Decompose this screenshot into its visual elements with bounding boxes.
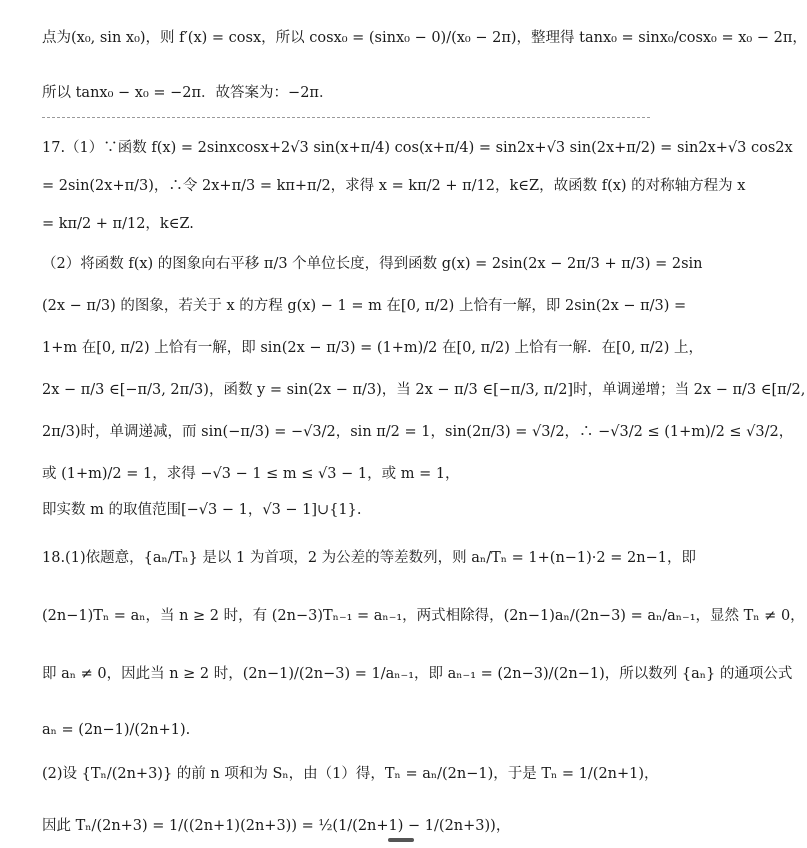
text-line-l6: （2）将函数 f(x) 的图象向右平移 π/3 个单位长度，得到函数 g(x) = 2sin(2x − 2π/3 + π/3) = 2sin — [42, 256, 703, 272]
text-line-l18: 因此 Tₙ/(2n+3) = 1/((2n+1)(2n+3)) = ½(1/(2n+1) − 1/(2n+3))， — [42, 818, 511, 834]
text-line-l9: 2x − π/3 ∈[−π/3, 2π/3)，函数 y = sin(2x − π/3)，当 2x − π/3 ∈[−π/3, π/2]时，单调递增；当 2x − π/3 ∈[π/2, — [42, 382, 806, 398]
text-line-l15: 即 aₙ ≠ 0，因此当 n ≥ 2 时，(2n−1)/(2n−3) = 1/aₙ₋₁，即 aₙ₋₁ = (2n−3)/(2n−1)，所以数列 {aₙ} 的通项公式 — [42, 666, 793, 682]
text-line-l5: = kπ/2 + π/12，k∈Z. — [42, 216, 194, 232]
text-line-l2: 所以 tanx₀ − x₀ = −2π．故答案为：−2π． — [42, 85, 334, 101]
text-line-l8: 1+m 在[0, π/2) 上恰有一解，即 sin(2x − π/3) = (1+m)/2 在[0, π/2) 上恰有一解．在[0, π/2) 上， — [42, 340, 704, 356]
text-line-l7: (2x − π/3) 的图象，若关于 x 的方程 g(x) − 1 = m 在[0, π/2) 上恰有一解，即 2sin(2x − π/3) = — [42, 298, 687, 314]
text-line-l17: (2)设 {Tₙ/(2n+3)} 的前 n 项和为 Sₙ，由（1）得，Tₙ = aₙ/(2n−1)，于是 Tₙ = 1/(2n+1)， — [42, 766, 659, 782]
scan-mark — [388, 838, 414, 842]
text-line-l14: (2n−1)Tₙ = aₙ，当 n ≥ 2 时，有 (2n−3)Tₙ₋₁ = aₙ₋₁，两式相除得，(2n−1)aₙ/(2n−3) = aₙ/aₙ₋₁，显然 Tₙ ≠ 0， — [42, 608, 805, 624]
text-line-l12: 即实数 m 的取值范围[−√3 − 1，√3 − 1]∪{1}. — [42, 502, 362, 518]
text-line-l3: 17.（1）∵函数 f(x) = 2sinxcosx+2√3 sin(x+π/4) cos(x+π/4) = sin2x+√3 sin(2x+π/2) = sin2x+√3 cos2x — [42, 140, 793, 156]
text-line-l4: = 2sin(2x+π/3)，∴令 2x+π/3 = kπ+π/2，求得 x = kπ/2 + π/12，k∈Z，故函数 f(x) 的对称轴方程为 x — [42, 178, 746, 194]
text-line-l1: 点为(x₀, sin x₀)，则 f′(x) = cosx，所以 cosx₀ = (sinx₀ − 0)/(x₀ − 2π)，整理得 tanx₀ = sinx₀/cosx₀ = x₀ − 2π， — [42, 30, 807, 46]
text-line-l16: aₙ = (2n−1)/(2n+1). — [42, 722, 191, 738]
text-line-l13: 18.(1)依题意，{aₙ/Tₙ} 是以 1 为首项，2 为公差的等差数列，则 aₙ/Tₙ = 1+(n−1)·2 = 2n−1，即 — [42, 550, 696, 566]
section-divider — [42, 117, 650, 118]
text-line-l10: 2π/3)时，单调递减，而 sin(−π/3) = −√3/2，sin π/2 = 1，sin(2π/3) = √3/2，∴ −√3/2 ≤ (1+m)/2 ≤ √3/2， — [42, 424, 794, 440]
text-line-l11: 或 (1+m)/2 = 1，求得 −√3 − 1 ≤ m ≤ √3 − 1，或 m = 1， — [42, 466, 460, 482]
